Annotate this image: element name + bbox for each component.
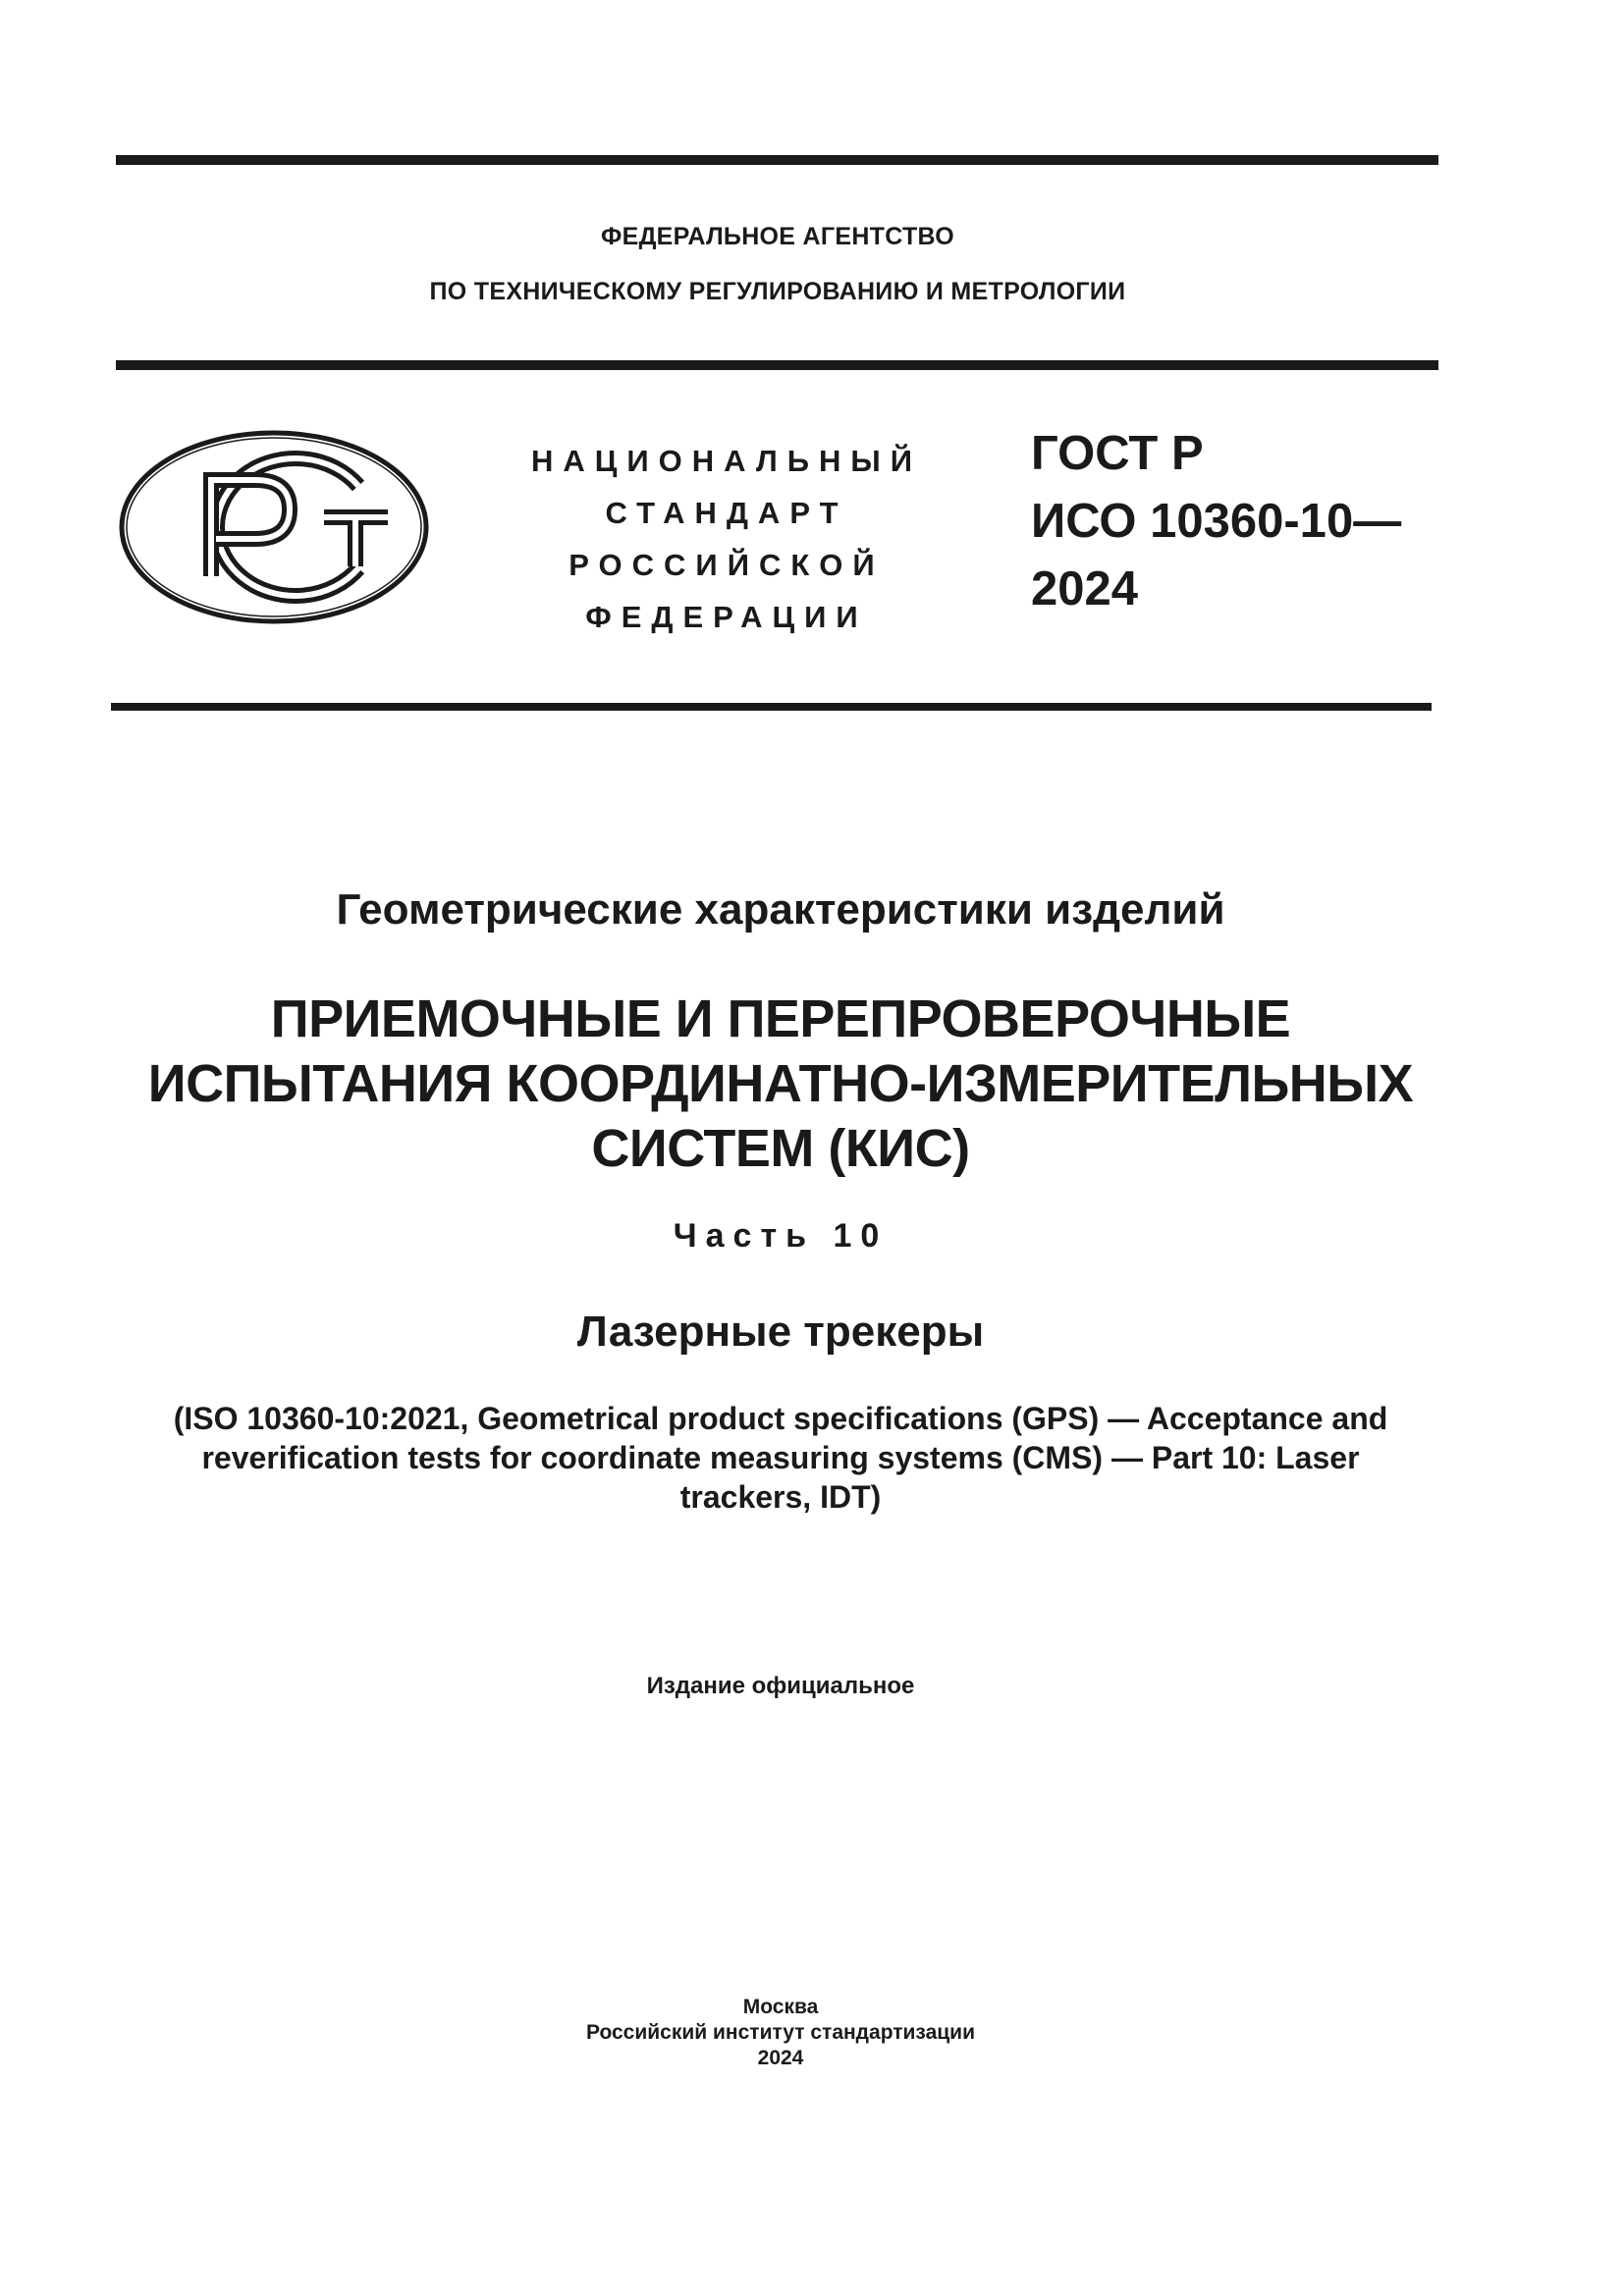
main-title [98, 987, 1463, 1181]
national-standard-line: СТАНДАРТ [605, 496, 848, 530]
national-standard-line: НАЦИОНАЛЬНЫЙ [530, 444, 923, 478]
part-title: Лазерные трекеры [576, 1308, 985, 1356]
publisher-city: Москва [742, 1996, 819, 2018]
publisher-name: Российский институт стандартизации [585, 2021, 976, 2044]
designation-line: ГОСТ Р [1031, 427, 1204, 480]
rst-certification-mark-icon [118, 429, 430, 625]
iso-title-line: reverification tests for coordinate measuring systems (CMS) — Part 10: Laser [201, 1440, 1360, 1475]
agency-line-1: ФЕДЕРАЛЬНОЕ АГЕНТСТВО [600, 223, 955, 250]
designation-line: ИСО 10360-10— [1031, 495, 1402, 548]
part-label: Часть 10 [673, 1217, 889, 1255]
agency-line-2: ПО ТЕХНИЧЕСКОМУ РЕГУЛИРОВАНИЮ И МЕТРОЛОГИИ [429, 278, 1126, 305]
national-standard-label [511, 435, 943, 643]
iso-reference-title [98, 1399, 1463, 1517]
main-title-line: ИСПЫТАНИЯ КООРДИНАТНО-ИЗМЕРИТЕЛЬНЫХ [147, 1054, 1414, 1113]
designation-line: 2024 [1031, 562, 1139, 615]
edition-label: Издание официальное [646, 1673, 915, 1699]
main-title-line: ПРИЕМОЧНЫЕ И ПЕРЕПРОВЕРОЧНЫЕ [270, 989, 1291, 1048]
iso-title-line: (ISO 10360-10:2021, Geometrical product specifications (GPS) — Acceptance and [173, 1401, 1388, 1436]
iso-title-line: trackers, IDT) [679, 1479, 882, 1515]
header-bottom-rule [111, 703, 1432, 711]
publisher-year: 2024 [757, 2047, 804, 2069]
main-title-line: СИСТЕМ (КИС) [591, 1119, 970, 1178]
agency-rule [116, 360, 1438, 370]
publisher-block [98, 1995, 1463, 2071]
top-rule [116, 155, 1438, 165]
standard-designation [1031, 420, 1401, 623]
national-standard-line: ФЕДЕРАЦИИ [585, 600, 868, 634]
subject-title: Геометрические характеристики изделий [336, 885, 1225, 934]
national-standard-line: РОССИЙСКОЙ [568, 548, 885, 582]
